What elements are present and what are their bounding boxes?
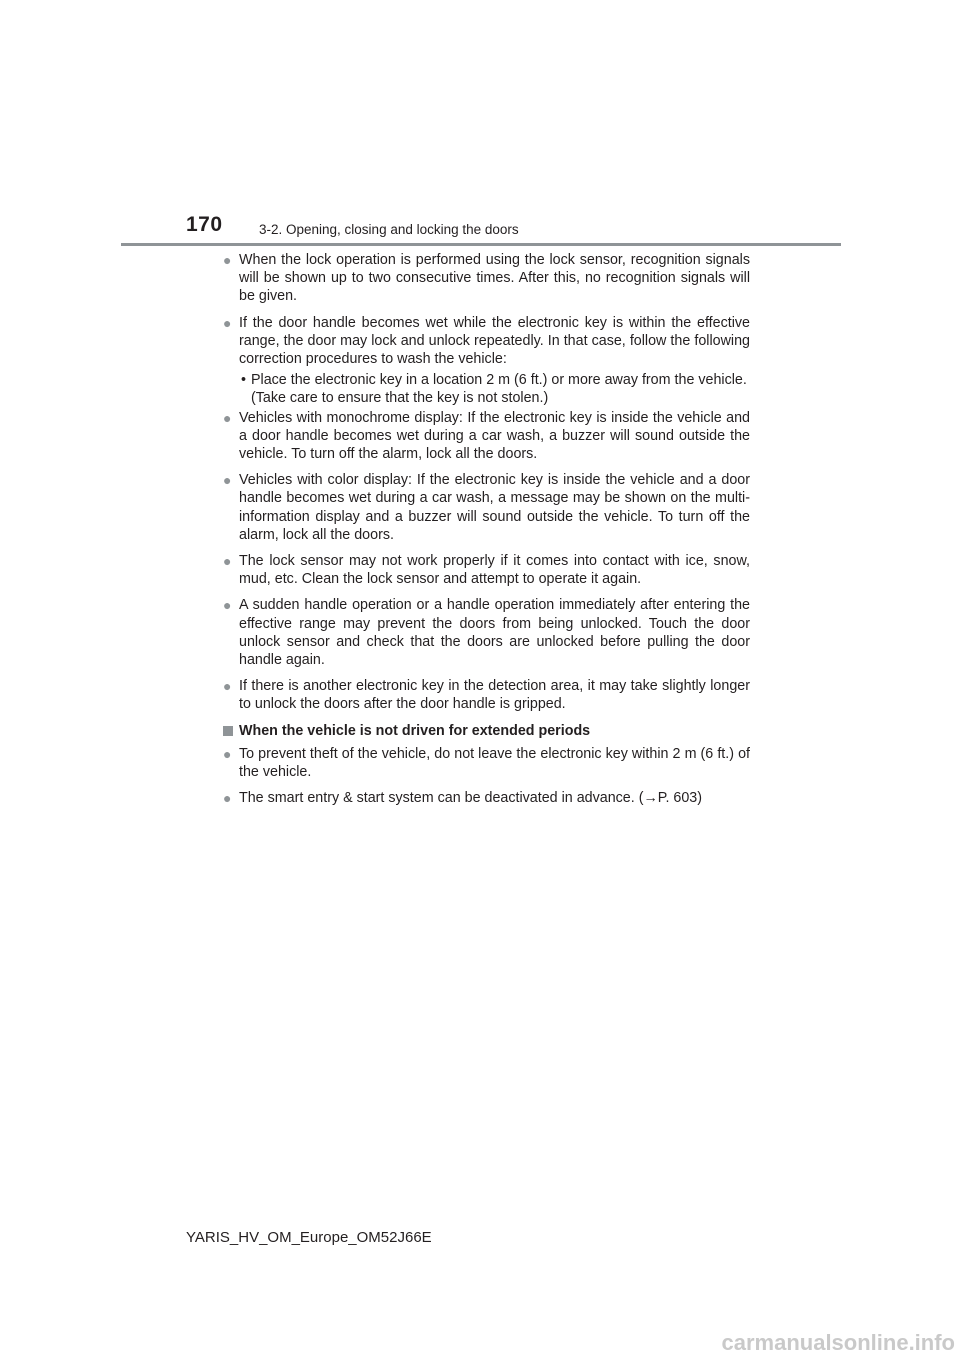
item-text: If the door handle becomes wet while the electronic key is within the effective range, the door may lock and unlock repeatedly. In that case, follow the following correction procedures to wash the vehicle:: [239, 314, 750, 368]
bullet-icon: ●: [223, 790, 232, 807]
page-reference-link[interactable]: P. 603): [657, 790, 703, 807]
item-text: If there is another electronic key in the detection area, it may take slightly longer to unlock the doors after the door handle is gripped.: [239, 678, 750, 713]
page-number: 170: [186, 213, 223, 236]
list-item: [222, 251, 750, 306]
list-item: [222, 677, 750, 713]
list-item: [222, 596, 750, 669]
list-item: [222, 745, 750, 781]
section-title: 3-2. Opening, closing and locking the doors: [259, 222, 519, 237]
bullet-icon: ●: [223, 472, 232, 489]
item-text: The lock sensor may not work properly if it comes into contact with ice, snow, mud, etc. Clean the lock sensor and attempt to operate it again.: [239, 553, 750, 588]
list-item: [222, 409, 750, 464]
item-text: When the lock operation is performed using the lock sensor, recognition signals will be shown up to two consecutive times. After this, no recognition signals will be given.: [239, 252, 750, 305]
arrow-right-icon: →: [643, 790, 658, 807]
header-rule: [121, 243, 841, 246]
section-heading-text: When the vehicle is not driven for extended periods: [239, 722, 591, 739]
bullet-icon: ●: [223, 252, 232, 268]
bullet-icon: ●: [223, 314, 232, 331]
dash-icon: •: [241, 372, 247, 389]
item-text: A sudden handle operation or a handle operation immediately after entering the effective range may prevent the doors from being unlocked. Touch the door unlock sensor and check that the doors are unlocked before pulling the door handle again.: [239, 597, 750, 669]
page-body: [222, 251, 750, 815]
watermark: carmanualsonline.info: [721, 1330, 955, 1355]
bullet-icon: ●: [223, 597, 232, 614]
list-item: [222, 552, 750, 588]
item-text: Vehicles with monochrome display: If the electronic key is inside the vehicle and a door handle becomes wet during a car wash, a buzzer will sound outside the vehicle. To turn off the alarm, lock all the doors.: [239, 409, 750, 463]
item-text: Vehicles with color display: If the electronic key is inside the vehicle and a door handle becomes wet during a car wash, a message may be shown on the multi-information display and a buzzer will sound outside the vehicle. To turn off the alarm, lock all the doors.: [239, 472, 750, 543]
item-text: The smart entry & start system can be deactivated in advance. (: [239, 790, 644, 807]
bullet-icon: ●: [223, 745, 232, 762]
list-item: [222, 471, 750, 544]
bullet-icon: ●: [223, 553, 232, 570]
square-bullet-icon: [223, 726, 233, 736]
sub-item-text: Place the electronic key in a location 2 m (6 ft.) or more away from the vehicle. (Take care to ensure that the key is not stolen.): [251, 372, 747, 407]
footer-doc-id: YARIS_HV_OM_Europe_OM52J66E: [186, 1229, 432, 1246]
sub-list-item: [222, 371, 750, 407]
bullet-icon: ●: [223, 409, 232, 426]
list-item: [222, 314, 750, 369]
item-text: To prevent theft of the vehicle, do not leave the electronic key within 2 m (6 ft.) of the vehicle.: [239, 745, 750, 781]
list-item: [222, 789, 750, 807]
section-heading: [222, 722, 750, 740]
bullet-icon: ●: [223, 678, 232, 695]
